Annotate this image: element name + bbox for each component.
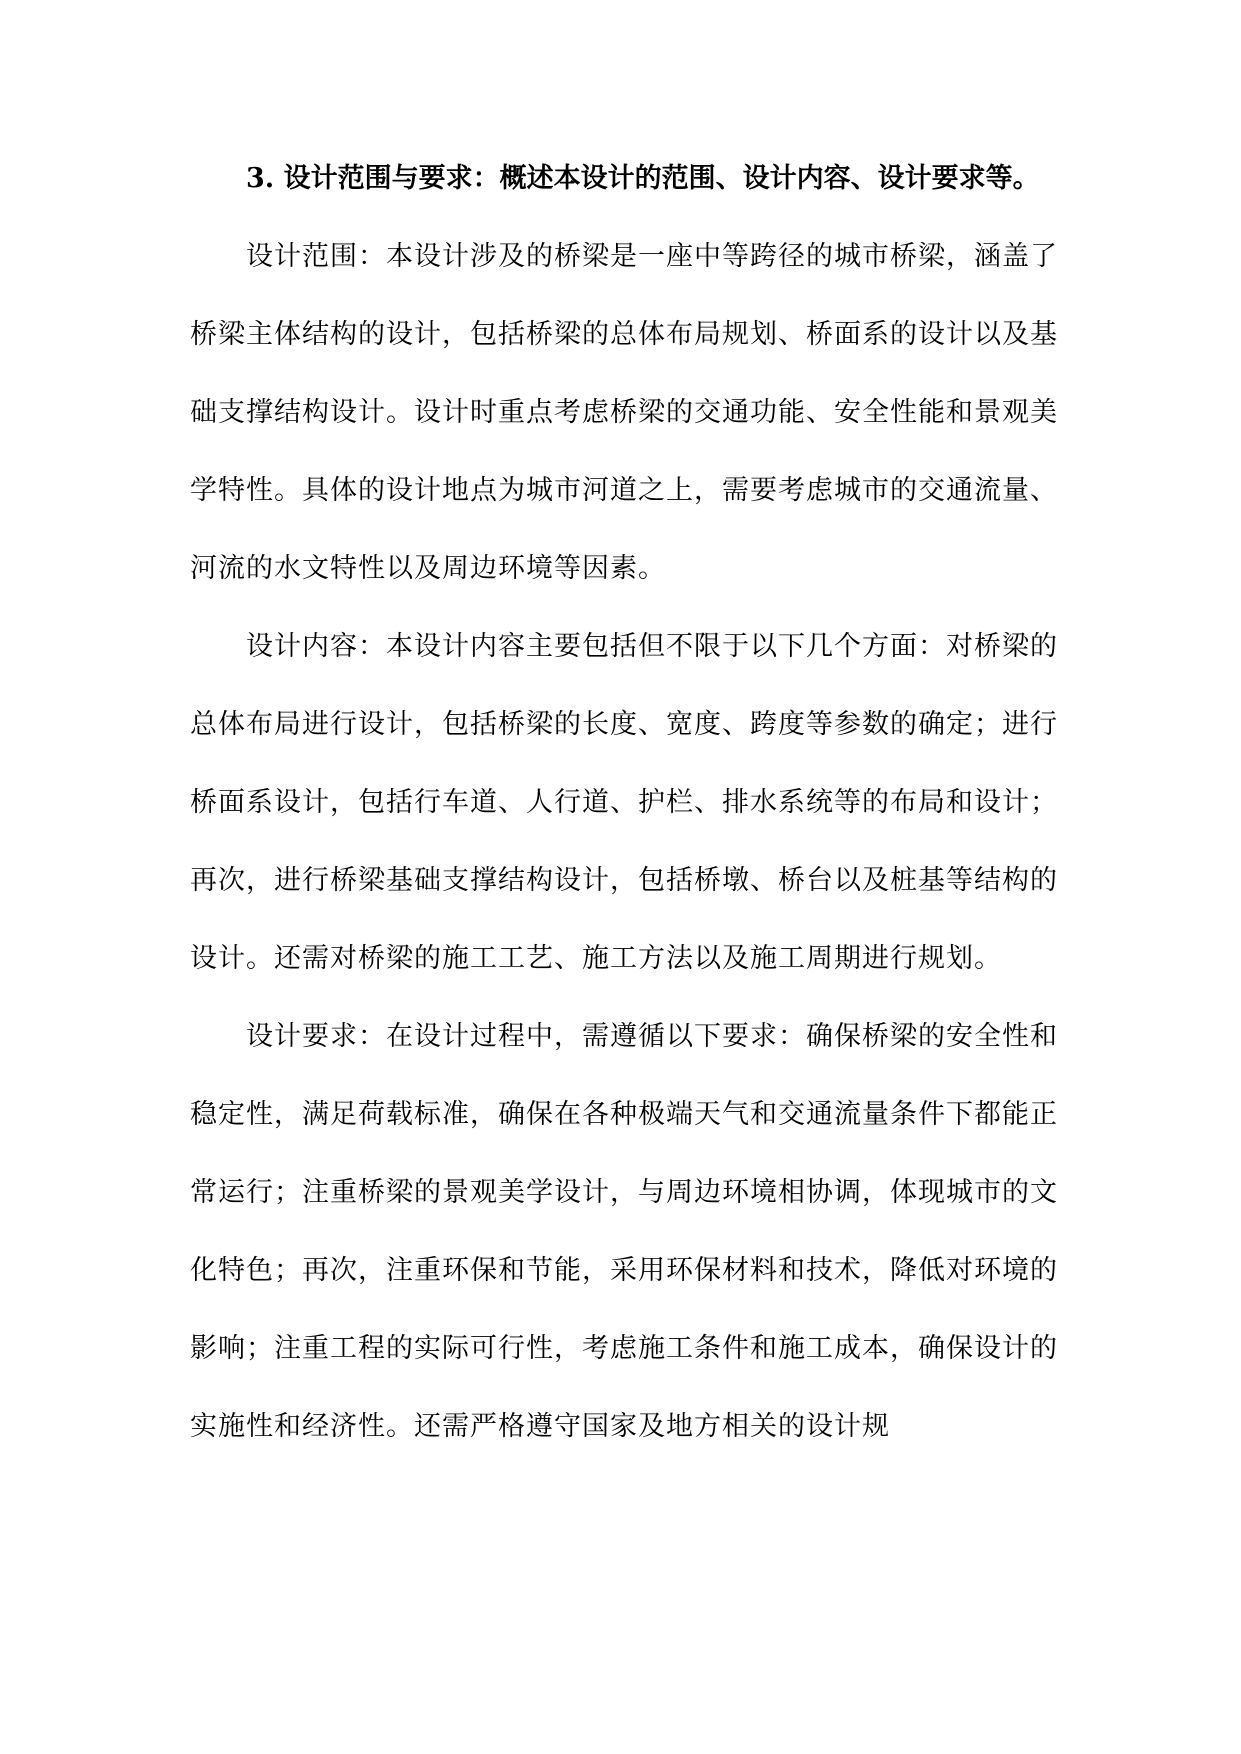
paragraph-design-content: 设计内容：本设计内容主要包括但不限于以下几个方面：对桥梁的总体布局进行设计，包括桥梁的长度、宽度、跨度等参数的确定；进行桥面系设计，包括行车道、人行道、护栏、排水系统等的布局和设计；再次，进行桥梁基础支撑结构设计，包括桥墩、桥台以及桩基等结构的设计。还需对桥梁的施工工艺、施工方法以及施工周期进行规划。	[190, 631, 1058, 974]
section-heading: 3. 设计范围与要求：概述本设计的范围、设计内容、设计要求等。	[246, 163, 1040, 194]
paragraph-design-scope: 设计范围：本设计涉及的桥梁是一座中等跨径的城市桥梁，涵盖了桥梁主体结构的设计，包括桥梁的总体布局规划、桥面系的设计以及基础支撑结构设计。设计时重点考虑桥梁的交通功能、安全性能和景观美学特性。具体的设计地点为城市河道之上，需要考虑城市的交通流量、河流的水文特性以及周边环境等因素。	[190, 241, 1058, 584]
paragraph-design-requirements: 设计要求：在设计过程中，需遵循以下要求：确保桥梁的安全性和稳定性，满足荷载标准，确保在各种极端天气和交通流量条件下都能正常运行；注重桥梁的景观美学设计，与周边环境相协调，体现城市的文化特色；再次，注重环保和节能，采用环保材料和技术，降低对环境的影响；注重工程的实际可行性，考虑施工条件和施工成本，确保设计的实施性和经济性。还需严格遵守国家及地方相关的设计规	[190, 1021, 1058, 1442]
document-body	[190, 140, 1058, 1466]
